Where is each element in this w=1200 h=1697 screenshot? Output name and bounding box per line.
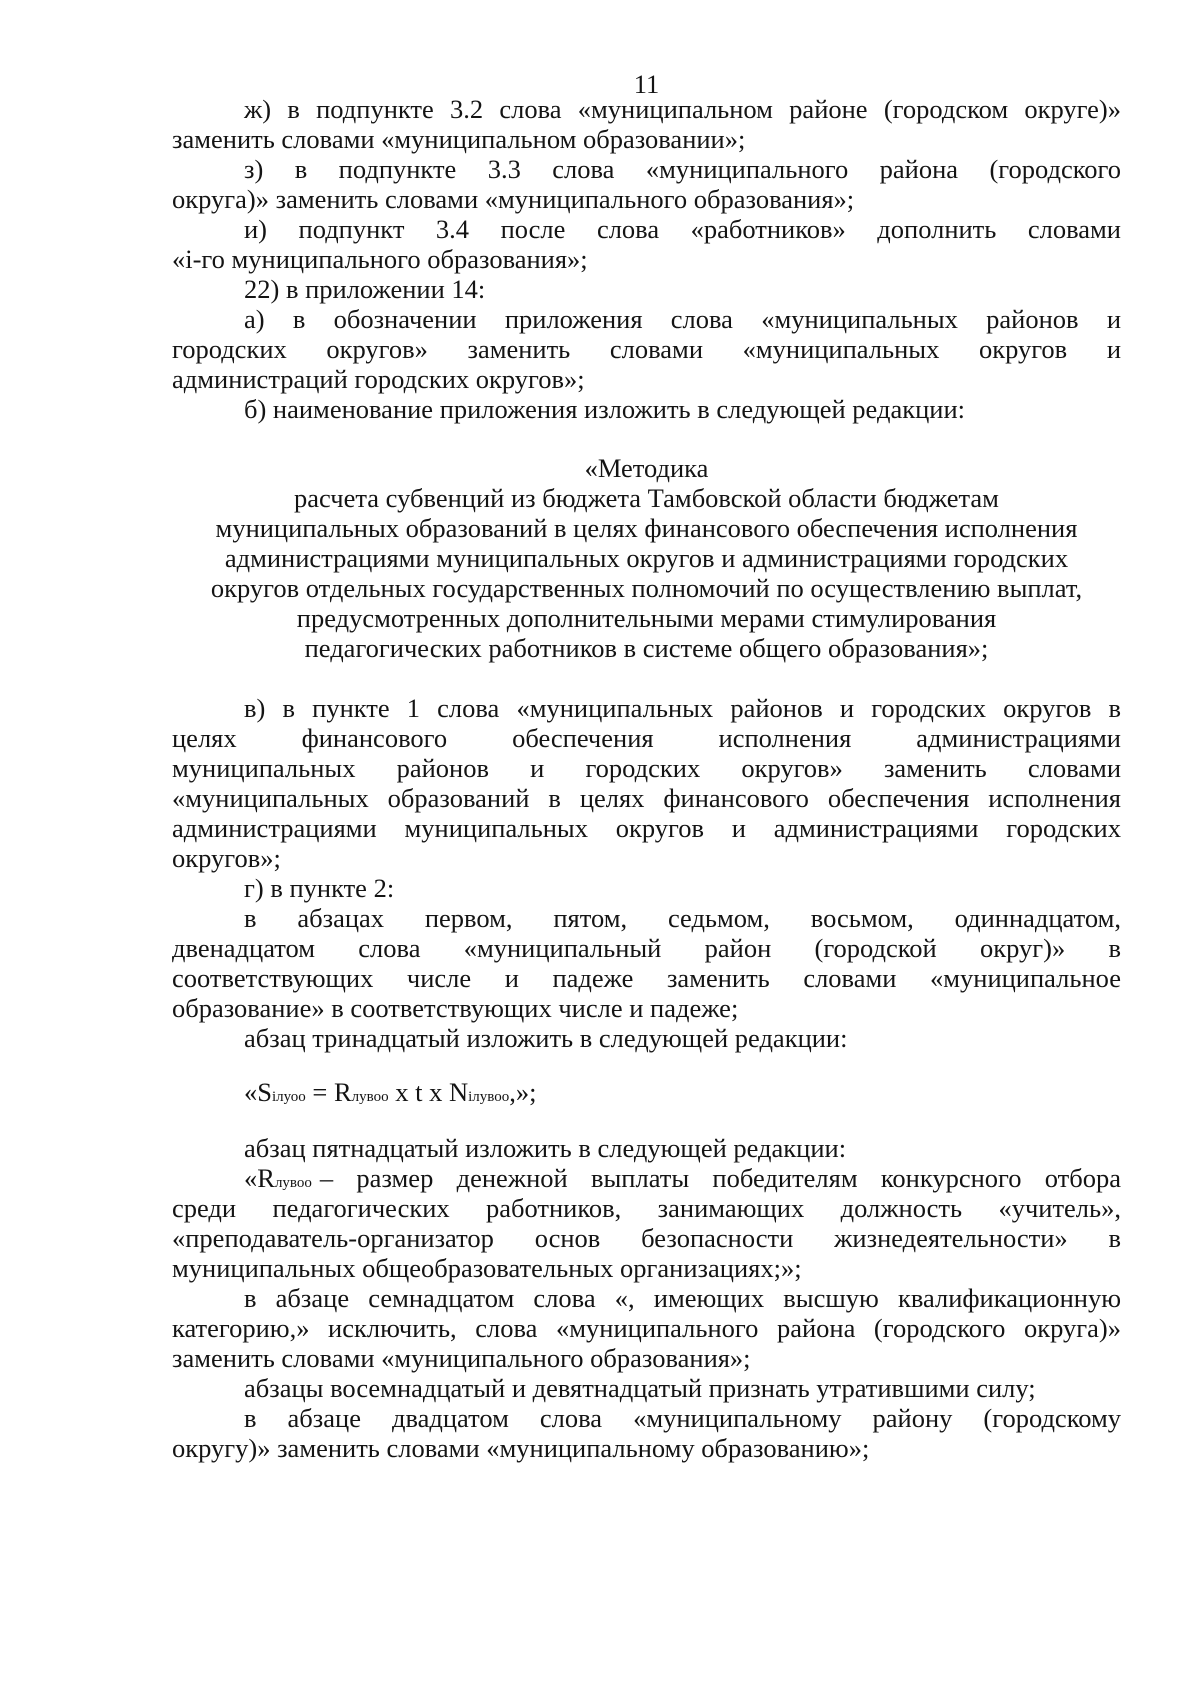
text-line: администрациями муниципальных округов и администрациями городских [172, 813, 1121, 843]
text-line: администраций городских округов»; [172, 364, 585, 394]
formula-n-subscript: iлувоо [468, 1089, 510, 1105]
text-line: округу)» заменить словами «муниципальному образованию»; [172, 1433, 870, 1463]
text-line: в абзаце двадцатом слова «муниципальному району (городскому [244, 1403, 1121, 1433]
text-line: в абзаце семнадцатом слова «, имеющих высшую квалификационную [244, 1283, 1121, 1313]
page-number: 11 [633, 69, 660, 99]
text-line: целях финансового обеспечения исполнения администрациями [172, 723, 1121, 753]
definition-line [244, 1161, 1121, 1195]
text-line: городских округов» заменить словами «муниципальных округов и [172, 334, 1121, 364]
formula-s-subscript: iлуоо [272, 1089, 306, 1105]
text-line: округа)» заменить словами «муниципального образования»; [172, 184, 855, 214]
text-line: и) подпункт 3.4 после слова «работников» дополнить словами [244, 214, 1121, 244]
text-line: «преподаватель-организатор основ безопасности жизнедеятельности» в [172, 1223, 1121, 1253]
methodology-title-line: расчета субвенций из бюджета Тамбовской области бюджетам [294, 483, 999, 513]
text-line: «муниципальных образований в целях финансового обеспечения исполнения [172, 783, 1121, 813]
methodology-title-line: педагогических работников в системе общего образования»; [304, 633, 989, 663]
text-line: абзац пятнадцатый изложить в следующей редакции: [244, 1133, 847, 1163]
text-line: 22) в приложении 14: [244, 274, 486, 304]
methodology-title-line: округов отдельных государственных полномочий по осуществлению выплат, [210, 573, 1083, 603]
definition-text: – размер денежной выплаты победителям конкурсного отбора [319, 1163, 1121, 1193]
text-line: абзацы восемнадцатый и девятнадцатый признать утратившими силу; [244, 1373, 1036, 1403]
methodology-title-line: предусмотренных дополнительными мерами стимулирования [296, 603, 997, 633]
methodology-title: «Методика [584, 453, 709, 483]
text-line: б) наименование приложения изложить в следующей редакции: [244, 394, 965, 424]
text-line: образование» в соответствующих числе и падеже; [172, 993, 739, 1023]
formula-close: ,»; [509, 1077, 537, 1107]
text-line: в) в пункте 1 слова «муниципальных районов и городских округов в [244, 693, 1121, 723]
formula-eq: = R [305, 1077, 352, 1107]
definition-symbol: «Rлувоо [244, 1163, 312, 1193]
text-line: г) в пункте 2: [244, 873, 395, 903]
text-line: соответствующих числе и падеже заменить словами «муниципальное [172, 963, 1121, 993]
text-line: а) в обозначении приложения слова «муниципальных районов и [244, 304, 1121, 334]
formula-r-subscript: лувоо [351, 1089, 389, 1105]
text-line: двенадцатом слова «муниципальный район (городской округ)» в [172, 933, 1121, 963]
methodology-title-line: муниципальных образований в целях финансового обеспечения исполнения [215, 513, 1078, 543]
text-line: абзац тринадцатый изложить в следующей редакции: [244, 1023, 848, 1053]
formula-open: «S [244, 1077, 272, 1107]
text-line: заменить словами «муниципальном образовании»; [172, 124, 746, 154]
text-line: заменить словами «муниципального образования»; [172, 1343, 751, 1373]
text-line: в абзацах первом, пятом, седьмом, восьмом, одиннадцатом, [244, 903, 1121, 933]
formula-mid: x t x N [388, 1077, 469, 1107]
methodology-title-line: администрациями муниципальных округов и администрациями городских [224, 543, 1069, 573]
text-line: муниципальных районов и городских округов» заменить словами [172, 753, 1121, 783]
text-line: муниципальных общеобразовательных организациях;»; [172, 1253, 802, 1283]
text-line: округов»; [172, 843, 281, 873]
text-line: з) в подпункте 3.3 слова «муниципального района (городского [244, 154, 1121, 184]
text-line: ж) в подпункте 3.2 слова «муниципальном районе (городском округе)» [244, 94, 1121, 124]
text-line: «i-го муниципального образования»; [172, 244, 588, 274]
text-line: среди педагогических работников, занимающих должность «учитель», [172, 1193, 1121, 1223]
text-line: категорию,» исключить, слова «муниципального района (городского округа)» [172, 1313, 1121, 1343]
formula [244, 1075, 1121, 1109]
